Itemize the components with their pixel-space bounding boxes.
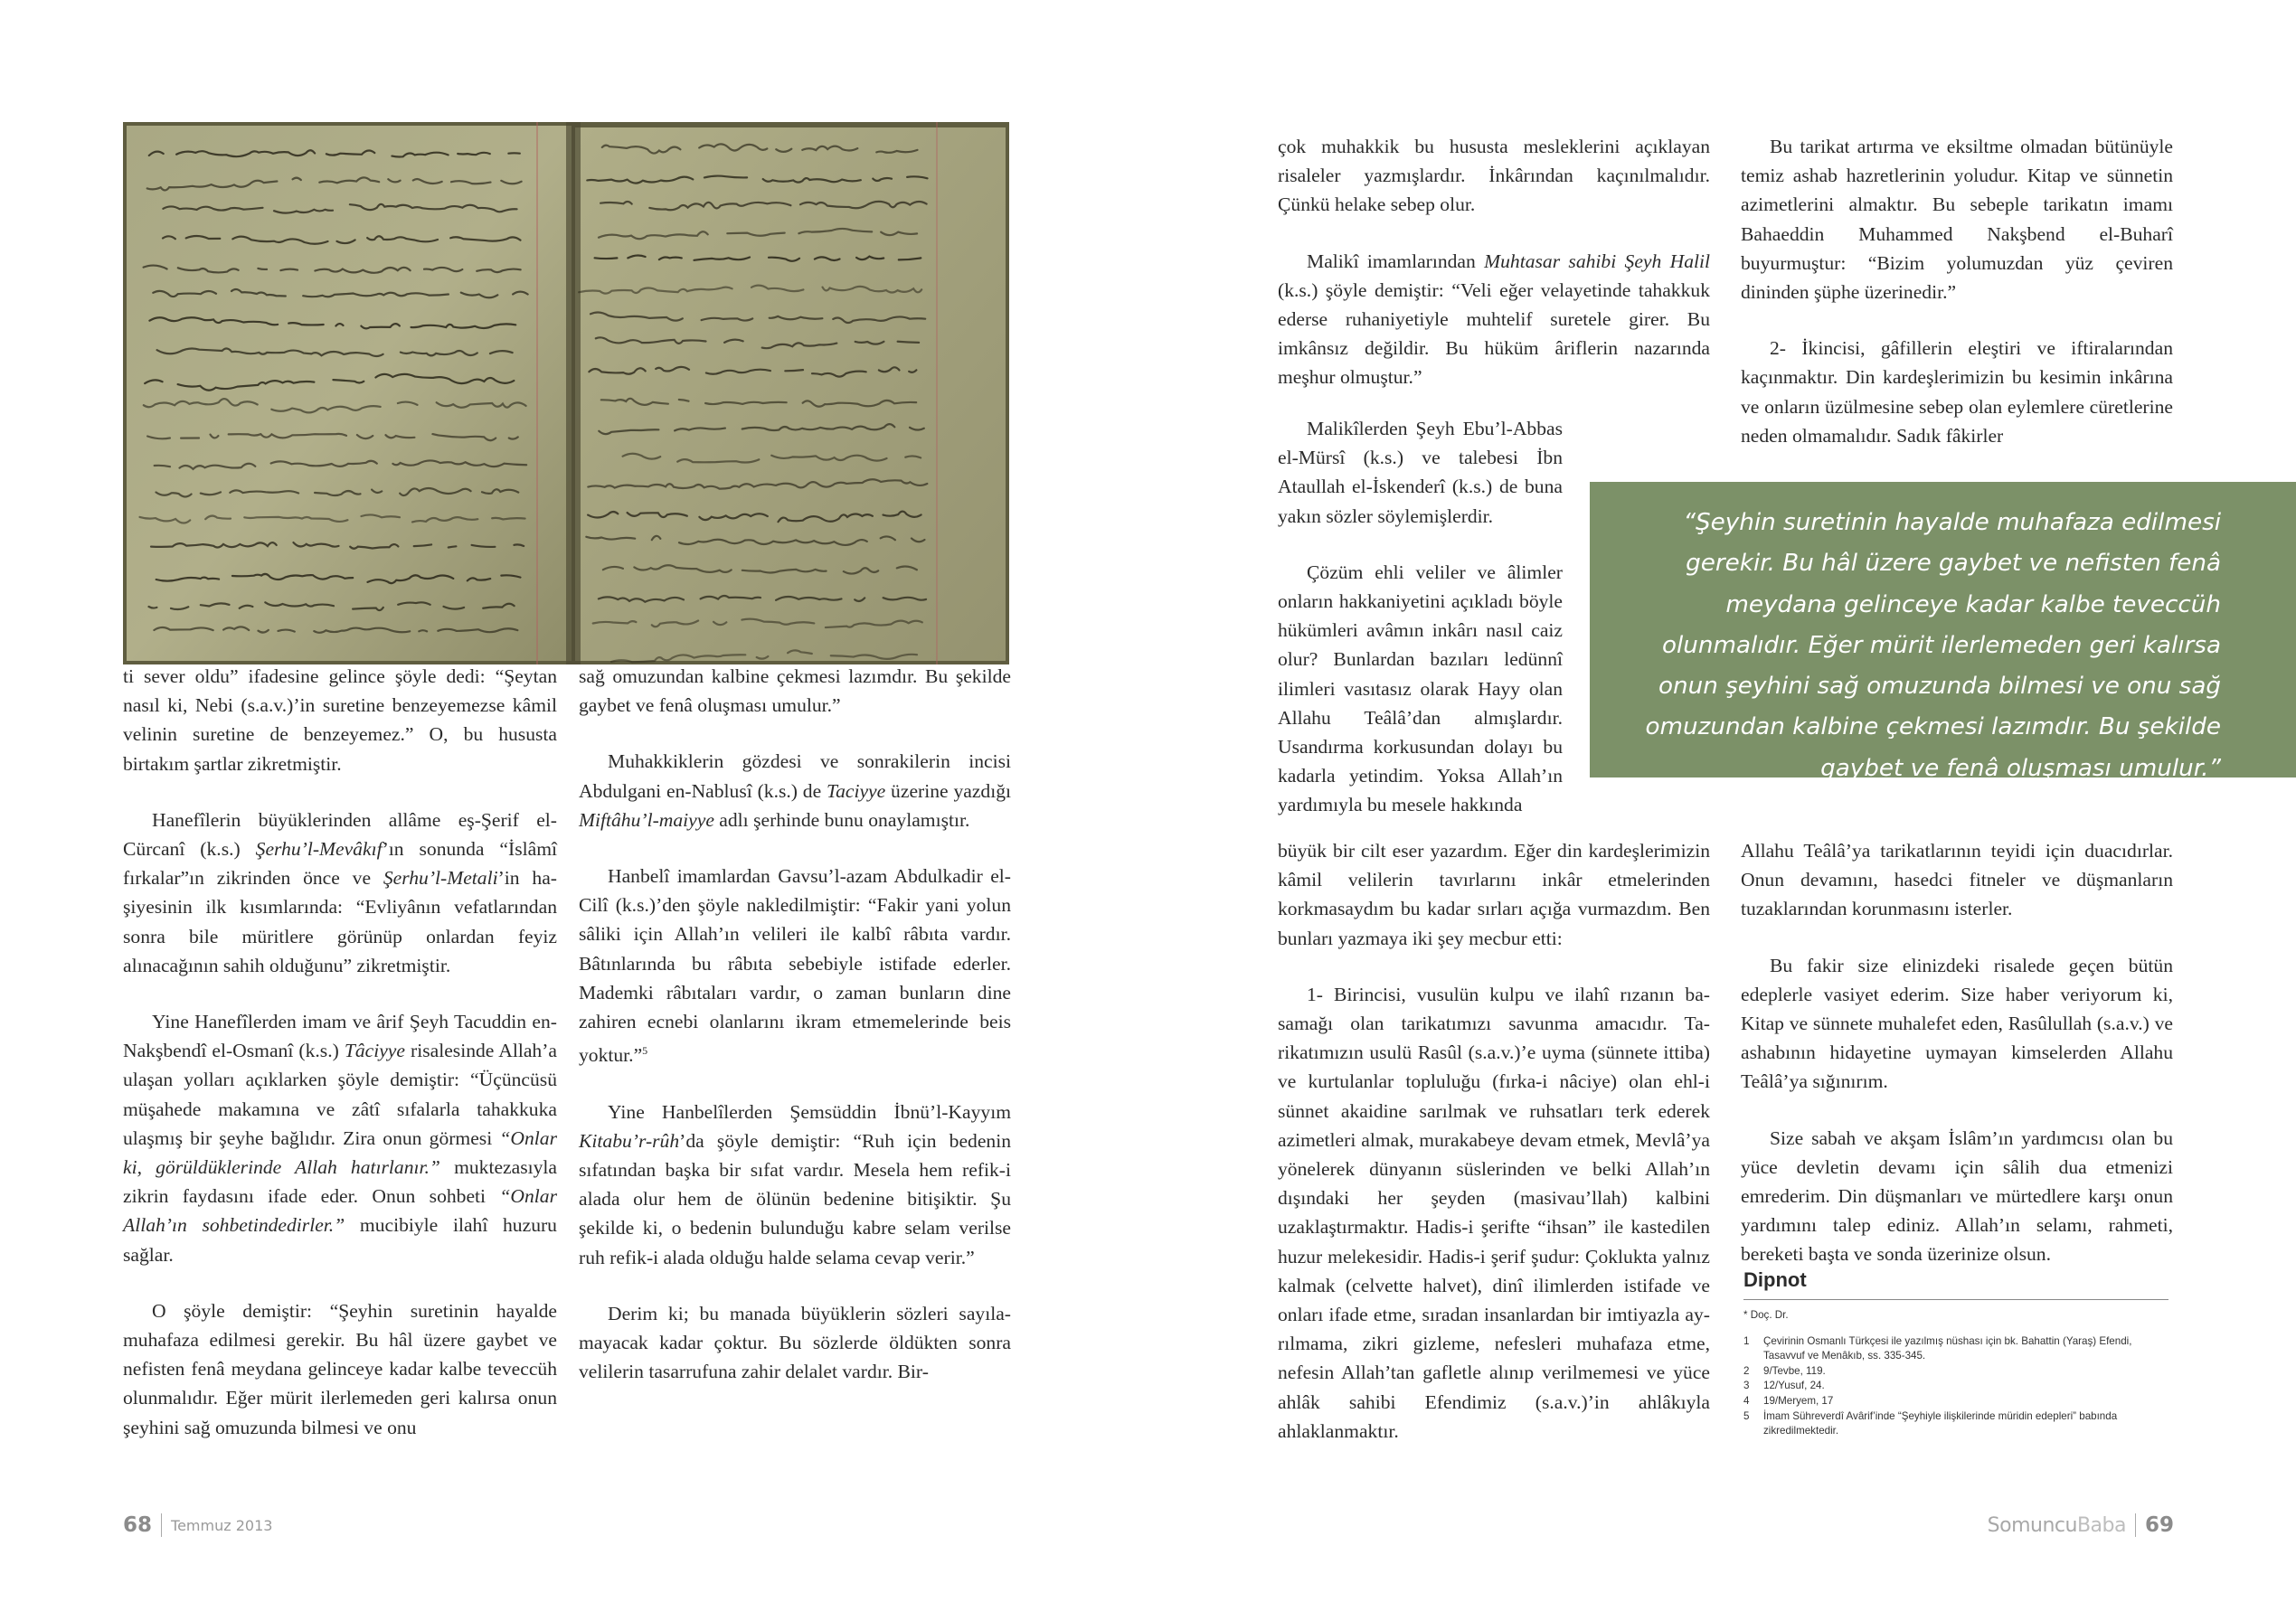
issue-date: Temmuz 2013: [171, 1516, 273, 1534]
left-column-2: [579, 662, 1011, 1413]
author-note: * Doç. Dr.: [1743, 1309, 1789, 1321]
paragraph: Hanbelî imamlardan Gavsu’l-azam Abdulkadir el-Cilî (k.s.)’den şöyle nakledilmiştir: “Fakir yani yolun sâliki için Allah’ın velileri ile kalbî râbıta vardır. Bâtınlarında bu râbıta sebebiyle istifade ederler. Mademki râbıtaları vardır, o zaman bunların dine zahiren ecnebi olanlarını ikram etmemelerinde beis yoktur.”$^5$: [579, 865, 1011, 1067]
right-column-1-narrow: [1278, 414, 1563, 847]
manuscript-photo: [123, 122, 1009, 664]
footnote-item: 1 Çevirinin Osmanlı Türkçesi ile yazılmış nüshası için bk. Bahattin (Yaraş) Efendi, Tasavvuf ve Menâkıb, ss. 335-345.: [1743, 1334, 2132, 1362]
paragraph: Bu fakir size elinizdeki risalede geçen bütün edeplerle vasiyet ederim. Size haber veriyorum ki, Kitap ve sünnete muhalefet eden, Rasûlullah (s.a.v.) ve ashabının hidayetine uymayan kimselerden Allahu Teâlâ’ya sığınırım.: [1741, 954, 2173, 1093]
left-column-1: [123, 662, 557, 1469]
right-column-2-top: [1741, 132, 2173, 477]
paragraph: büyük bir cilt eser yazardım. Eğer din kardeşlerimizin kâmil velilerin tavırlarını inkâr etmelerinden korkmasaydım bu kadar sırları açığa vurmazdım. Ben bunları yazmaya iki şey mecbur etti:: [1278, 840, 1710, 949]
footer-divider: [2135, 1513, 2136, 1537]
paragraph: Malikî imamlarından Muhtasar sahibi Şeyh Halil (k.s.) şöyle demiştir: “Veli eğer velayetinde tahakkuk ederse ruhaniyetiyle muhtelif suretele girer. Bu imkânsız değildir. Bu hüküm âriflerin nazarında meşhur olmuştur.”: [1278, 250, 1710, 389]
page-footer-right: [1988, 1513, 2174, 1537]
right-column-1-top: [1278, 132, 1710, 419]
paragraph: Bu tarikat artırma ve eksiltme olmadan bütünüyle temiz ashab hazretlerinin yoludur. Kitap ve sünnetin azimetlerini almaktır. Bu sebeple tarikatın imamı Bahaeddin Muhammed Nakşbend el-Buharî buyurmuştur: “Bizim yolumuzdan yüz çeviren dininden şüphe üzerinedir.”: [1741, 136, 2173, 304]
paragraph: 1- Birincisi, vusulün kulpu ve ilahî rızanın basamağı olan tarikatımızı savunma amacıdır. Tarikatımızın usulü Rasûl (s.a.v.)’e uyma (sünnete ittiba) ve kurtulanlar topluluğu (fırka-i nâciye) olan ehl-i sünnet akaidine sarılmak ve ruhsatları terk ederek azimetleri almak, murakabeye devam etmek, Mevlâ’ya yönelerek dünyanın süslerinden ve belki Allah’ın dışındaki her şeyden (masivau’llah) kalbini uzaklaştırmaktır. Hadis-i şerifte “ihsan” ile kastedilen huzur melekesidir. Hadis-i şerif şudur: Çoklukta yalnız kalmak (celvette halvet), dinî ilimlerden istifade ve onları ifade etme, sıradan insanlardan bir imtiyazla ayrılmama, zikri gizleme, nefesleri muhafaza etme, nefesin Allah’tan gafletle alınıp verilmemesi ve yüce ahlâk sahibi Efendimiz (s.a.v.)’in ahlâkıyla ahlaklanmaktır.: [1278, 983, 1710, 1442]
paragraph: çok muhakkik bu hususta mesleklerini açıklayan risaleler yazmışlardır. İnkârından kaçınılmalıdır. Çünkü helake sebep olur.: [1278, 136, 1710, 216]
paragraph: Malikîlerden Şeyh Ebu’l-Abbas el-Mürsî (k.s.) ve talebesi İbn Ataullah el-İskenderî (k.s.) de buna yakın sözler söylemişlerdir.: [1278, 418, 1563, 527]
paragraph: Yine Hanbelîlerden Şemsüddin İbnü’l-Kayyım Kitabu’r-rûh’da şöyle demiştir: “Ruh için bedenin sıfatından başka bir sıfat vardır. Mesela hem refik-i alada olur hem de ölünün bedenine bitişiktir. Şu şekilde ki, o bedenin bulunduğu kabre selam verilse ruh refik-i alada olduğu halde selama cevap verir.”: [579, 1100, 1011, 1268]
footnote-item: 2 9/Tevbe, 119.: [1743, 1364, 1826, 1377]
footnote-item: 5 İmam Sühreverdî Avârif’inde “Şeyhiyle ilişkilerinde müridin edepleri” babında zikredilmektedir.: [1743, 1409, 2118, 1437]
footnotes-title: Dipnot: [1743, 1268, 2168, 1300]
page-number: 68: [123, 1513, 153, 1537]
paragraph: Derim ki; bu manada büyüklerin sözleri sayılamayacak kadar çoktur. Bu sözlerde öldükten sonra velilerin tasarrufuna zahir delalet vardır. Bir-: [579, 1302, 1011, 1383]
paragraph: Size sabah ve akşam İslâm’ın yardımcısı olan bu yüce devletin devamı için sâlih dua etmenizi emrederim. Din düşmanları ve mürtedlere karşı onun yardımını talep ediniz. Allah’ın selamı, rahmeti, bereketi başta ve sonda üzerinize olsun.: [1741, 1126, 2173, 1266]
paragraph: Yine Hanefîlerden imam ve ârif Şeyh Tacuddin en-Nakşbendî el-Osmanî (k.s.) Tâciyye risalesinde Allah’a ulaşan yolları açıklarken şöyle demiştir: “Üçüncüsü müşahede makamına ve zâtî sıfalarla tahakkuka ulaşmış bir şeyhe bağlıdır. Zira onun görmesi “Onlar ki, görüldüklerinde Allah hatırlanır.” muktezasıyla zikrin faydasını ifade eder. Onun sohbeti “Onlar Allah’ın sohbetindedirler.” mucibiyle ilahî huzuru sağlar.: [123, 1011, 558, 1266]
paragraph: Allahu Teâlâ’ya tarikatlarının teyidi için duacıdırlar. Onun devamını, hasedci fitneler ve düşmanların tuzaklarından korunmasını isterler.: [1741, 840, 2173, 920]
paragraph: O şöyle demiştir: “Şeyhin suretinin hayalde muhafaza edilmesi gerekir. Bu hâl üzere gaybet ve nefisten fenâ meydana gelinceye kadar kalbe teveccüh olunmalıdır. Eğer mürit ilerlemeden geri kalırsa onun şeyhini sağ omuzunda bilmesi ve onu: [123, 1299, 557, 1438]
paragraph: Çözüm ehli veliler ve âlimler onların hakkaniyetini açıkladı böyle hükümleri avâmın inkârı nasıl caiz olur? Bunlardan bazıları ledünnî ilimleri vasıtasız olarak Hayy olan Allahu Teâlâ’dan almışlardır. Usandırma korkusundan dolayı bu kadarla yetindim. Yoksa Allah’ın yardımıyla bu mesele hakkında: [1278, 561, 1563, 816]
footnotes-list: [1743, 1308, 2173, 1439]
page-footer-left: [123, 1513, 272, 1537]
pull-quote: “Şeyhin suretinin hayalde muhafaza edilmesi gerekir. Bu hâl üzere gaybet ve nefisten fenâ meydana gelinceye kadar kalbe teveccüh olunmalıdır. Eğer mürit ilerlemeden geri kalırsa onun şeyhini sağ omuzunda bilmesi ve onu sağ omuzundan kalbine çekmesi lazımdır. Bu şekilde gaybet ve fenâ oluşması umulur.”: [1645, 509, 2221, 782]
footnote-item: 4 19/Meryem, 17: [1743, 1394, 1834, 1407]
right-column-1-bottom: [1278, 836, 1710, 1473]
paragraph: 2- İkincisi, gâfillerin eleştiri ve iftiralarından kaçınmaktır. Din kardeşlerimizin bu kesimin inkârına ve onların üzülmesine sebep olan eylemlere cüretlerine neden olmamalıdır. Sadık fâkirler: [1741, 337, 2173, 447]
paragraph: Muhakkiklerin gözdesi ve sonrakilerin incisi Abdulgani en-Nablusî (k.s.) de Taciyye üzerine yazdığı Miftâhu’l-maiyye adlı şerhinde bunu onaylamıştır.: [579, 750, 1011, 831]
right-column-2-bottom: [1741, 836, 2173, 1296]
paragraph: Hanefîlerin büyüklerinden allâme eş-Şerif el-Cürcanî (k.s.) Şerhu’l-Mevâkıf’ın sonunda “İslâmî fırkalar”ın zikrinden önce ve Şerhu’l-Metali’in haşiyesinin ilk kısımlarında: “Evliyânın vefatlarından sonra bile müritlere görünüp onlardan feyiz alınacağının sahih olduğunu” zikretmiştir.: [123, 808, 557, 976]
paragraph: sağ omuzundan kalbine çekmesi lazımdır. Bu şekilde gaybet ve fenâ oluşması umulur.”: [579, 665, 1011, 717]
paragraph: ti sever oldu” ifadesine gelince şöyle dedi: “Şeytan nasıl ki, Nebi (s.a.v.)’in suretine benzeyemezse kâmil velinin suretine de benzeyemez.” O, bu hususta birtakım şartlar zikretmiştir.: [123, 665, 557, 775]
footer-divider: [161, 1513, 162, 1537]
manuscript-image: [123, 122, 1009, 664]
footnote-item: 3 12/Yusuf, 24.: [1743, 1380, 1825, 1392]
page-number: 69: [2144, 1513, 2174, 1537]
magazine-logo: SomuncuBaba: [1987, 1513, 2126, 1537]
